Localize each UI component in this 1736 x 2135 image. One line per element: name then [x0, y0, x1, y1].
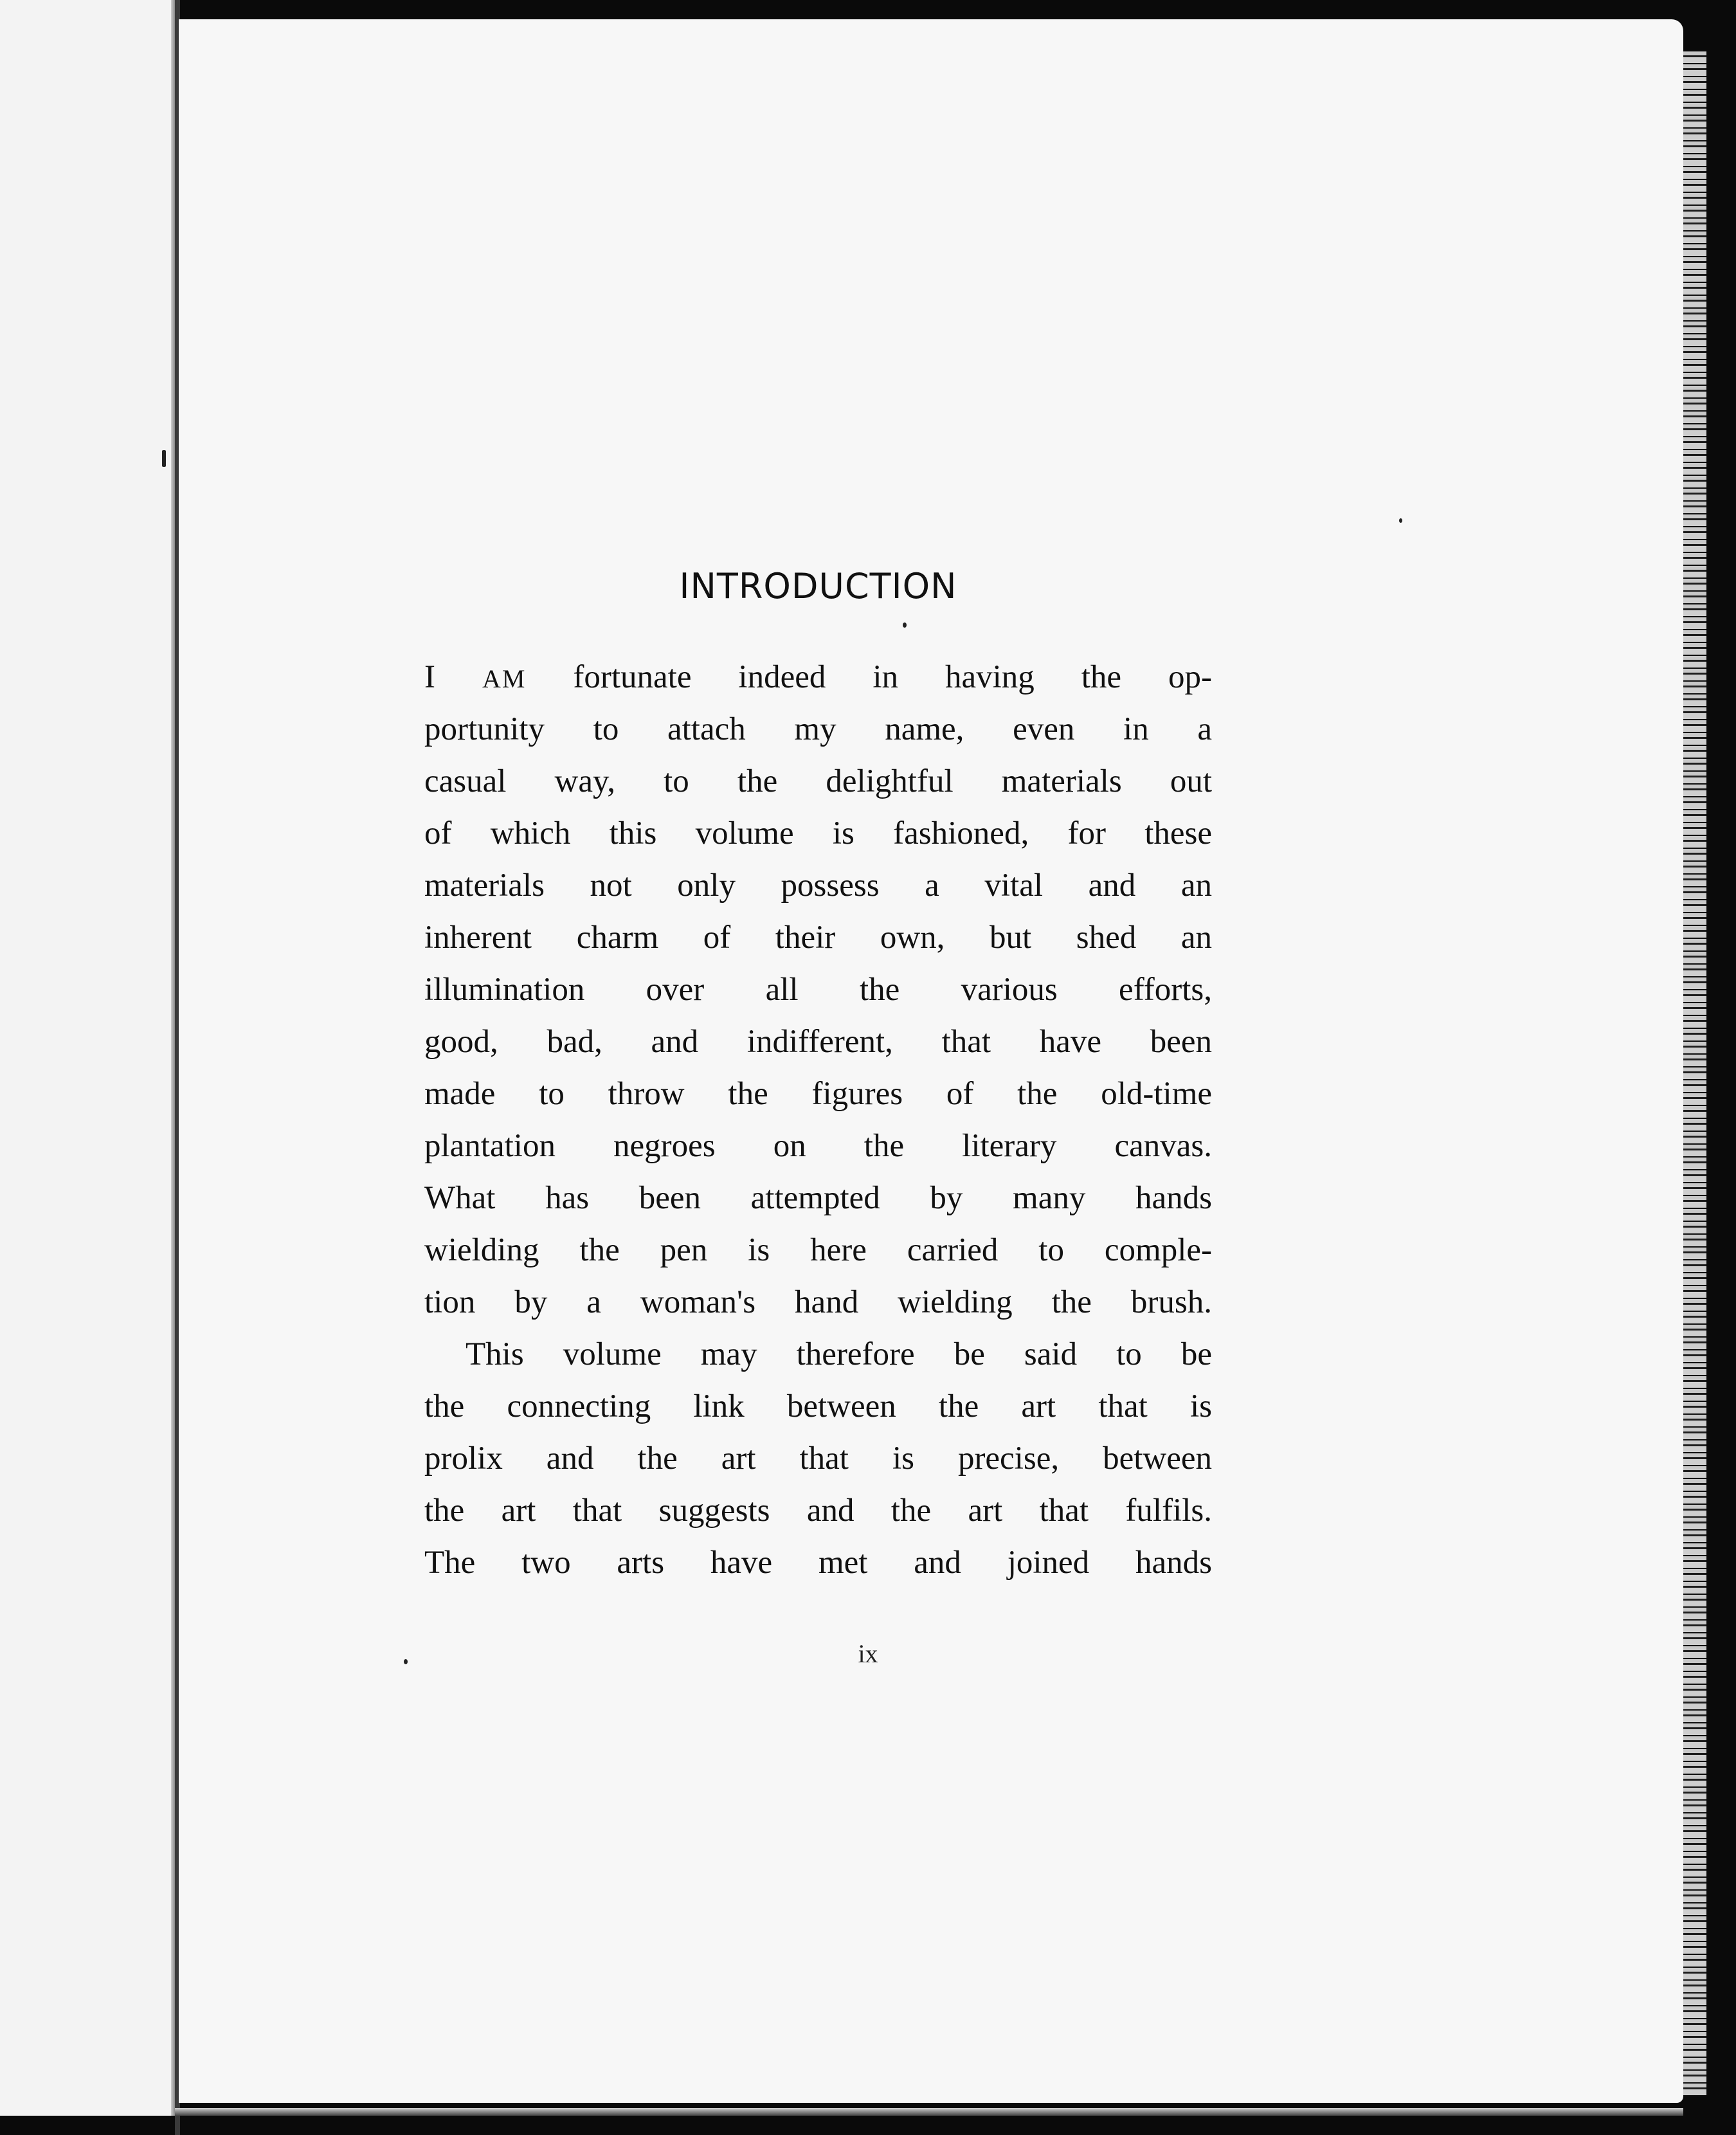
facing-page-edge [0, 0, 175, 2116]
opening-small-caps: AM [482, 664, 527, 693]
text-line: materials not only possess a vital and an [424, 868, 1212, 904]
text-line: inherent charm of their own, but shed an [424, 920, 1212, 956]
text-line [424, 651, 1212, 704]
page-bottom-edge [175, 2108, 1683, 2116]
opening-word: I [424, 659, 435, 695]
text-line: tion by a woman's hand wielding the brush. [424, 1284, 1212, 1320]
text-line: plantation negroes on the literary canvas. [424, 1128, 1212, 1164]
paragraph-2 [424, 1329, 1212, 1589]
text-line: made to throw the figures of the old-time [424, 1076, 1212, 1112]
text-line-rest: fortunate indeed in having the op- [573, 659, 1212, 695]
text-line: prolix and the art that is precise, between [424, 1440, 1212, 1476]
page-title: INTRODUCTION [679, 566, 957, 606]
page-number: ix [858, 1639, 878, 1668]
text-line: portunity to attach my name, even in a [424, 711, 1212, 747]
introduction-text [424, 566, 1212, 1589]
stacked-page-edges [1683, 51, 1706, 2096]
text-line: illumination over all the various efforts, [424, 972, 1212, 1008]
text-line: What has been attempted by many hands [424, 1180, 1212, 1216]
paragraph-1 [424, 651, 1212, 1329]
text-line: casual way, to the delightful materials out [424, 763, 1212, 799]
text-line: This volume may therefore be said to be [466, 1336, 1212, 1372]
text-line: good, bad, and indifferent, that have been [424, 1024, 1212, 1060]
text-line: the art that suggests and the art that fulfils. [424, 1493, 1212, 1529]
text-line: The two arts have met and joined hands [424, 1545, 1212, 1581]
scan-speck [162, 450, 166, 467]
text-line: of which this volume is fashioned, for these [424, 815, 1212, 851]
scan-speck [1399, 518, 1402, 523]
text-line: the connecting link between the art that is [424, 1388, 1212, 1424]
text-line: wielding the pen is here carried to comple- [424, 1232, 1212, 1268]
